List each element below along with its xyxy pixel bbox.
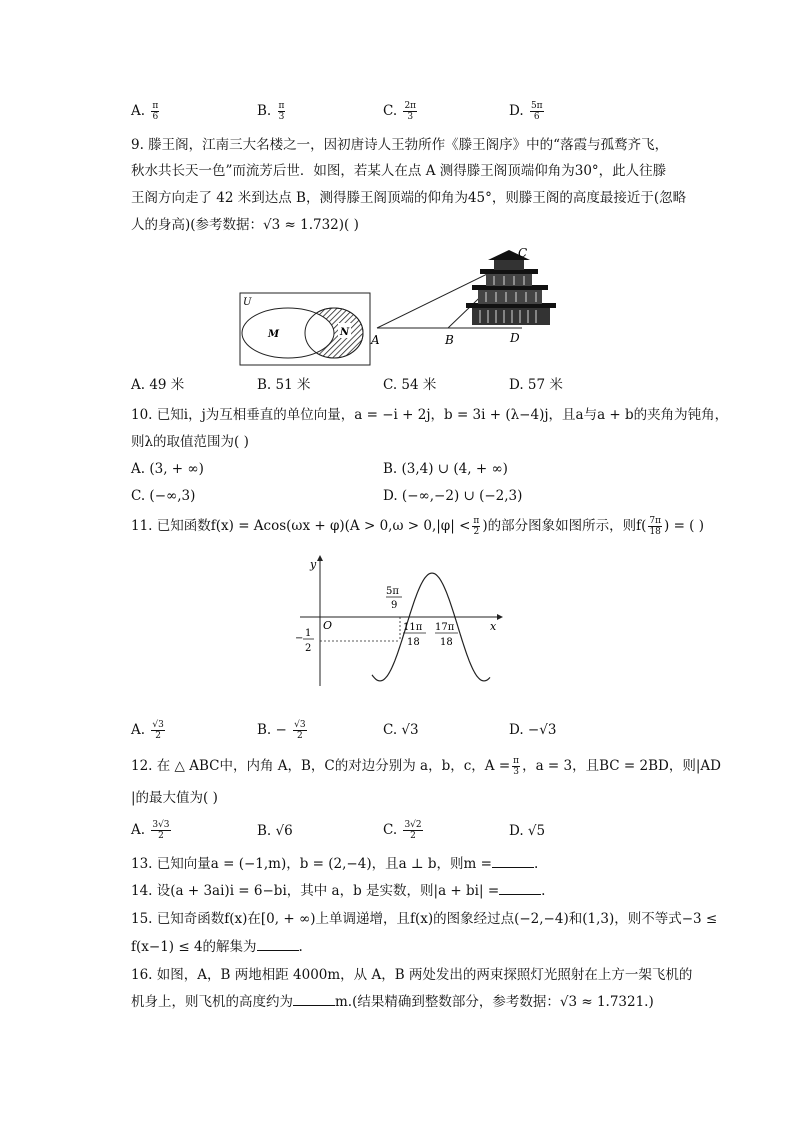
tick-label-11pi-18-num: 11π bbox=[403, 622, 423, 633]
fraction: $\frac{\pi}{2}$ bbox=[473, 516, 480, 537]
answer-blank[interactable] bbox=[257, 938, 299, 951]
answer-blank[interactable] bbox=[499, 882, 541, 895]
fraction: $\frac{5\pi}{6}$ bbox=[530, 101, 543, 122]
tick-label-5pi-9-num: 5π bbox=[386, 586, 399, 597]
fraction: $\frac{3√3}{2}$ bbox=[152, 820, 170, 841]
point-a-label: A bbox=[371, 333, 380, 347]
point-b-label: B bbox=[445, 333, 454, 347]
pavilion-drawing bbox=[466, 250, 556, 325]
point-d-label: D bbox=[510, 331, 520, 345]
tick-label-11pi-18-den: 18 bbox=[407, 637, 420, 648]
answer-blank[interactable] bbox=[492, 855, 534, 868]
q8-option-b: B. $\frac{\pi}{3}$ bbox=[257, 101, 285, 122]
q9-option-c: C. 54 米 bbox=[383, 377, 437, 393]
q13-line: 13. 已知向量a = (−1,m)，b = (2,−4)，且a ⊥ b，则m = . bbox=[131, 856, 539, 872]
fraction: $\frac{7\pi}{18}$ bbox=[649, 516, 662, 537]
q14-line: 14. 设(a + 3ai)i = 6−bi，其中 a，b 是实数，则|a + bi| = . bbox=[131, 883, 546, 899]
q11-option-d: D. −√3 bbox=[509, 722, 557, 738]
q10-option-a: A. (3, + ∞) bbox=[131, 461, 204, 477]
point-c-label: C bbox=[518, 246, 528, 260]
q11-line-1: 11. 已知函数f(x) = Acos(ωx + φ)(A > 0,ω > 0,|φ| < $\frac{\pi}{2}$ )的部分图象如图所示，则f( $\frac{7\pi}{18}$ ) = ( ) bbox=[131, 516, 705, 537]
q15-line-1: 15. 已知奇函数f(x)在[0, + ∞)上单调递增，且f(x)的图象经过点(−2,−4)和(1,3)，则不等式−3 ≤ bbox=[131, 911, 718, 927]
fraction: $\frac{\pi}{6}$ bbox=[152, 101, 159, 122]
x-axis-label: x bbox=[490, 620, 497, 633]
fraction: $\frac{3√2}{2}$ bbox=[404, 820, 422, 841]
fraction: $\frac{\pi}{3}$ bbox=[278, 101, 285, 122]
answer-blank[interactable] bbox=[293, 993, 335, 1006]
fraction: $\frac{√3}{2}$ bbox=[294, 720, 306, 741]
q9-figure bbox=[230, 245, 560, 370]
q10-option-c: C. (−∞,3) bbox=[131, 488, 196, 504]
q10-line-1: 10. 已知i，j为互相垂直的单位向量，a = −i + 2j，b = 3i + (λ−4)j，且a与a + b的夹角为钝角， bbox=[131, 407, 729, 423]
y-label-den: 2 bbox=[305, 643, 312, 654]
y-label-sign: − bbox=[295, 633, 304, 644]
y-label-num: 1 bbox=[305, 628, 312, 639]
venn-n-label: N bbox=[340, 327, 350, 338]
q11-option-c: C. √3 bbox=[383, 722, 419, 738]
venn-u-label: U bbox=[243, 297, 252, 308]
q12-line-2: |的最大值为( ) bbox=[131, 790, 218, 806]
q9-option-a: A. 49 米 bbox=[131, 377, 185, 393]
q8-option-a: A. $\frac{\pi}{6}$ bbox=[131, 101, 159, 122]
fraction: $\frac{\pi}{3}$ bbox=[513, 756, 520, 777]
q10-option-b: B. (3,4) ∪ (4, + ∞) bbox=[383, 461, 508, 477]
venn-m-label: M bbox=[268, 329, 280, 340]
q9-line-1: 9. 滕王阁，江南三大名楼之一，因初唐诗人王勃所作《滕王阁序》中的“落霞与孤鹜齐飞， bbox=[131, 137, 669, 153]
q12-line-1: 12. 在 △ ABC中，内角 A，B，C的对边分别为 a，b，c，A = $\frac{\pi}{3}$ ，a = 3，且BC = 2BD，则|AD bbox=[131, 756, 721, 777]
q15-line-2: f(x−1) ≤ 4的解集为 . bbox=[131, 939, 303, 955]
q9-line-3: 王阁方向走了 42 米到达点 B，测得滕王阁顶端的仰角为45°，则滕王阁的高度最接近于(忽略 bbox=[131, 190, 687, 206]
q12-option-a: A. $\frac{3√3}{2}$ bbox=[131, 820, 170, 841]
q9-line-2: 秋水共长天一色”而流芳后世．如图，若某人在点 A 测得滕王阁顶端仰角为30°，此人往滕 bbox=[131, 163, 667, 179]
q10-option-d: D. (−∞,−2) ∪ (−2,3) bbox=[383, 488, 523, 504]
q12-option-c: C. $\frac{3√2}{2}$ bbox=[383, 820, 422, 841]
q11-option-b: B. − $\frac{√3}{2}$ bbox=[257, 720, 306, 741]
q12-option-d: D. √5 bbox=[509, 823, 546, 839]
q11-graph bbox=[290, 550, 510, 690]
tick-label-5pi-9-den: 9 bbox=[391, 600, 398, 611]
q8-option-c: C. $\frac{2\pi}{3}$ bbox=[383, 101, 417, 122]
tick-label-17pi-18-den: 18 bbox=[440, 637, 453, 648]
q9-line-4: 人的身高)(参考数据：√3 ≈ 1.732)( ) bbox=[131, 217, 359, 233]
q9-option-b: B. 51 米 bbox=[257, 377, 311, 393]
q10-line-2: 则λ的取值范围为( ) bbox=[131, 434, 249, 450]
fraction: $\frac{√3}{2}$ bbox=[152, 720, 164, 741]
venn-set-m bbox=[242, 308, 334, 358]
q16-line-2: 机身上，则飞机的高度约为 m.(结果精确到整数部分，参考数据：√3 ≈ 1.7321.) bbox=[131, 994, 654, 1010]
tick-label-17pi-18-num: 17π bbox=[435, 622, 455, 633]
q16-line-1: 16. 如图，A，B 两地相距 4000m，从 A，B 两处发出的两束探照灯光照射在上方一架飞机的 bbox=[131, 967, 693, 983]
origin-label: O bbox=[323, 619, 333, 632]
q8-option-d: D. $\frac{5\pi}{6}$ bbox=[509, 101, 543, 122]
y-axis-label: y bbox=[310, 558, 317, 571]
q11-option-a: A. $\frac{√3}{2}$ bbox=[131, 720, 164, 741]
fraction: $\frac{2\pi}{3}$ bbox=[404, 101, 417, 122]
q9-option-d: D. 57 米 bbox=[509, 377, 563, 393]
q12-option-b: B. √6 bbox=[257, 823, 293, 839]
